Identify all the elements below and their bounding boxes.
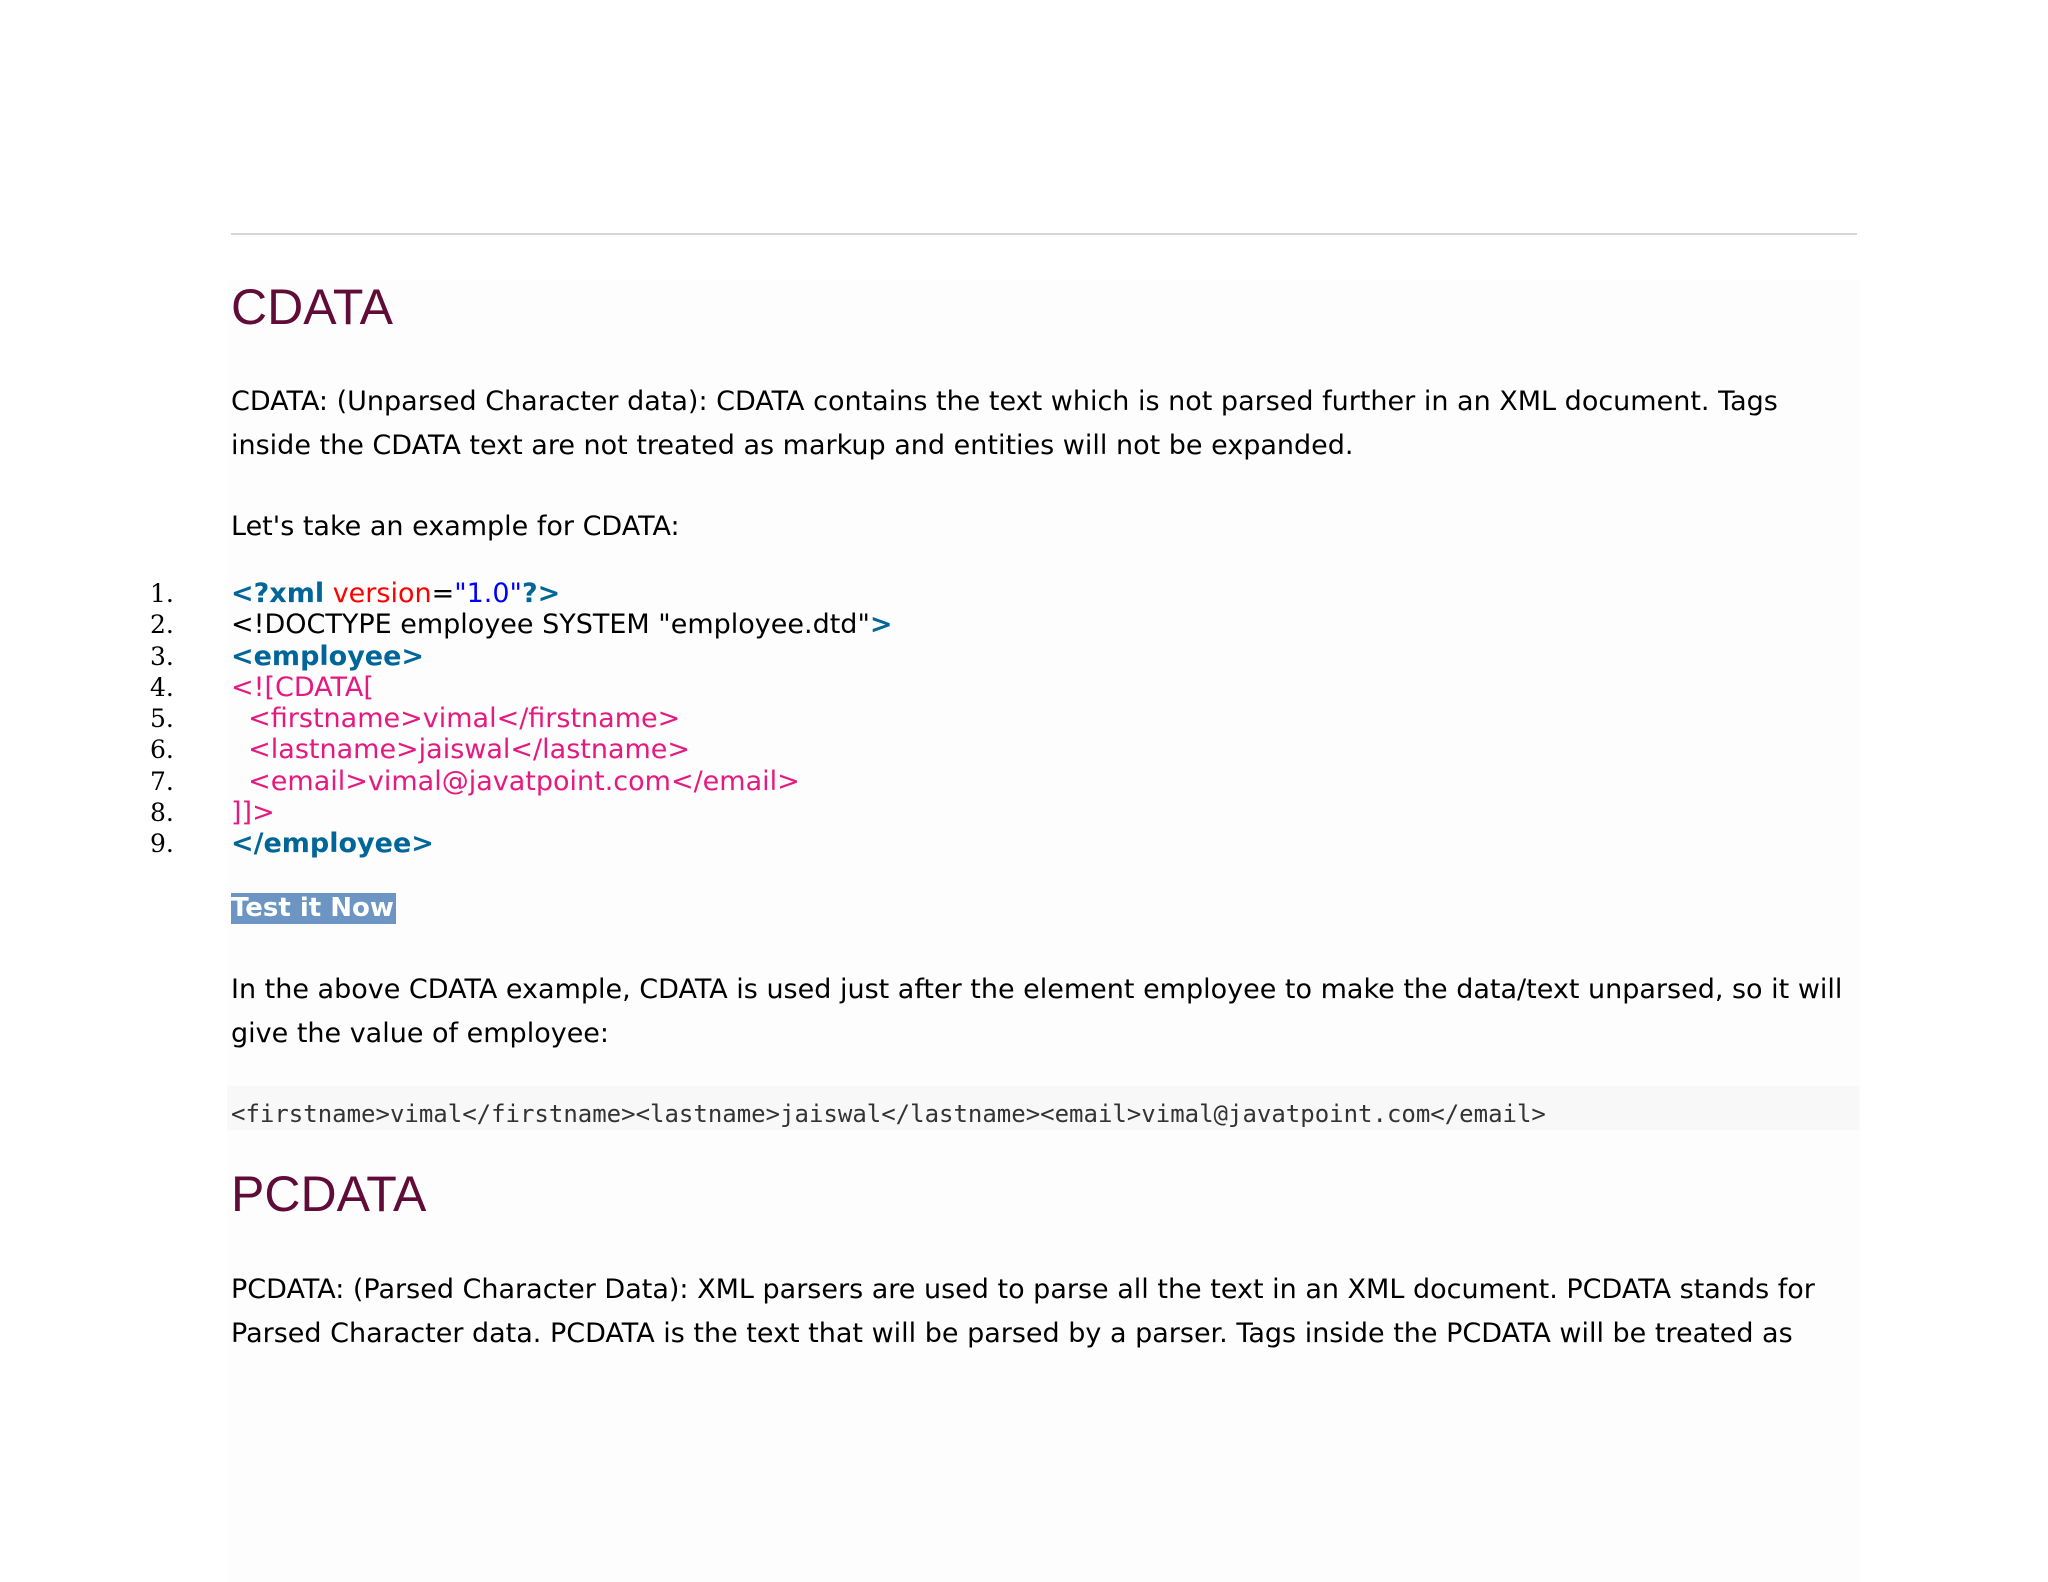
cdata-open: <![CDATA[ xyxy=(231,671,374,703)
employee-open-tag: <employee> xyxy=(231,640,425,672)
cdata-lastname: <lastname>jaiswal</lastname> xyxy=(231,734,691,766)
line-number: 6. xyxy=(150,735,174,765)
code-line-1 xyxy=(150,578,893,609)
line-number: 2. xyxy=(150,610,174,640)
line-number: 4. xyxy=(150,672,174,702)
cdata-explanation-paragraph: In the above CDATA example, CDATA is used just after the element employee to make the data/text unparsed, so it will give the value of employee: xyxy=(231,974,1843,1049)
test-it-now-button[interactable]: Test it Now xyxy=(231,893,394,923)
code-line-3 xyxy=(150,641,893,672)
line-number: 8. xyxy=(150,798,174,828)
cdata-close: ]]> xyxy=(231,797,275,829)
doctype-close: > xyxy=(869,609,893,641)
xml-equals-sign: = xyxy=(431,578,455,609)
xml-version-attribute: version xyxy=(332,578,432,609)
xml-code-listing xyxy=(150,578,893,860)
code-line-7 xyxy=(150,766,893,797)
cdata-output: <firstname>vimal</firstname><lastname>jaiswal</lastname><email>vimal@javatpoint.com</email> xyxy=(231,1100,1546,1128)
cdata-intro-paragraph: CDATA: (Unparsed Character data): CDATA contains the text which is not parsed further in an XML document. Tags inside the CDATA text are not treated as markup and entities will not be expanded. xyxy=(231,386,1778,461)
horizontal-rule xyxy=(231,233,1857,235)
line-number: 5. xyxy=(150,704,174,734)
pcdata-intro-paragraph: PCDATA: (Parsed Character Data): XML parsers are used to parse all the text in an XML document. PCDATA stands for Parsed Character data. PCDATA is the text that will be parsed by a parser. Tags inside the PCDATA will be treated as xyxy=(231,1274,1815,1349)
cdata-example-intro: Let's take an example for CDATA: xyxy=(231,511,680,542)
line-number: 1. xyxy=(150,579,174,608)
xml-declaration-open: <?xml xyxy=(231,578,325,609)
doctype-text: <!DOCTYPE employee SYSTEM "employee.dtd" xyxy=(231,609,870,641)
line-number: 7. xyxy=(150,766,174,796)
line-number: 9. xyxy=(150,829,174,859)
code-line-5 xyxy=(150,703,893,734)
code-line-2 xyxy=(150,609,893,640)
employee-close-tag: </employee> xyxy=(231,828,434,860)
cdata-heading: CDATA xyxy=(231,279,394,335)
cdata-email: <email>vimal@javatpoint.com</email> xyxy=(231,765,800,797)
code-line-4 xyxy=(150,672,893,703)
code-line-6 xyxy=(150,734,893,765)
page-background xyxy=(227,280,1861,1582)
code-line-8 xyxy=(150,797,893,828)
xml-version-value: "1.0" xyxy=(454,578,522,609)
cdata-firstname: <firstname>vimal</firstname> xyxy=(231,703,681,735)
xml-declaration-close: ?> xyxy=(521,578,561,609)
pcdata-heading: PCDATA xyxy=(231,1166,427,1222)
code-line-9 xyxy=(150,828,893,859)
line-number: 3. xyxy=(150,641,174,671)
